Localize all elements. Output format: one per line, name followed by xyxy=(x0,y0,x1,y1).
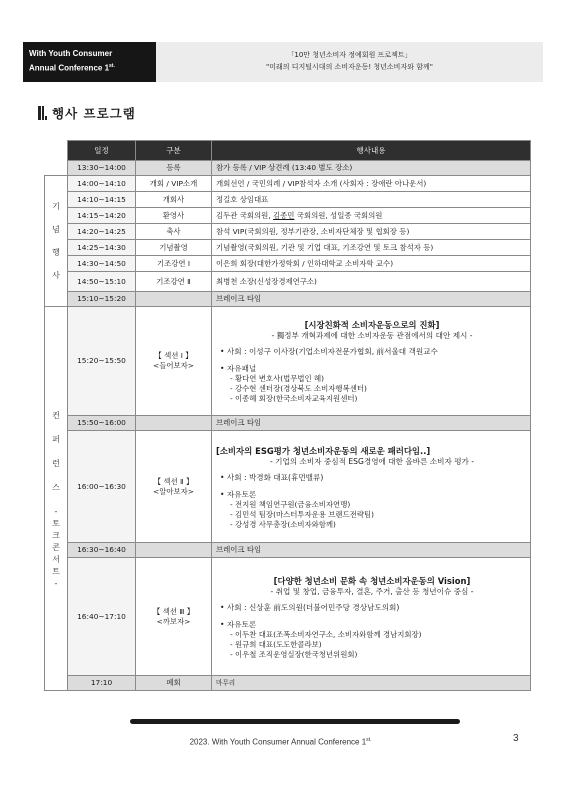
header-left-sup: st. xyxy=(109,63,115,69)
row-category: 기조강연 Ⅰ xyxy=(136,256,212,272)
row-time: 14:30~14:50 xyxy=(68,256,136,272)
table-header-row xyxy=(45,141,531,161)
table-row xyxy=(45,292,531,307)
table-row xyxy=(45,543,531,558)
session-title: [다양한 청년소비 문화 속 청년소비자운동의 Vision] xyxy=(273,575,471,586)
section-title-text: 행사 프로그램 xyxy=(52,106,136,121)
row-time: 16:30~16:40 xyxy=(68,543,136,558)
row-time: 17:10 xyxy=(68,676,136,691)
session-moderator: • 사회 : 신상훈 前도의원(더불어민주당 경상남도의회) xyxy=(220,602,400,612)
row-category: 기조강연 Ⅱ xyxy=(136,272,212,292)
header-banner xyxy=(23,42,543,82)
panel-member: - 원규희 대표(도도한콜라보) xyxy=(230,639,322,649)
row-content: 최병천 소장(신성장경제연구소) xyxy=(212,272,531,292)
section-bars-icon xyxy=(38,106,48,120)
session-moderator: • 사회 : 이성구 이사장(기업소비자전문가협회, 前서울대 객원교수 xyxy=(220,347,438,356)
panel-member: - 이우철 조직운영실장(한국청년위원회) xyxy=(230,649,358,659)
row-content: 브레이크 타임 xyxy=(212,543,531,558)
row-time: 13:30~14:00 xyxy=(68,161,136,176)
row-content: 개회선언 / 국민의례 / VIP참석자 소개 (사회자 : 장애란 아나운서) xyxy=(212,176,531,192)
session-subtitle: - 獨정부 개혁과제에 대한 소비자운동 관점에서의 대안 제시 - xyxy=(271,331,473,340)
session-panel-label: • 자유토론 xyxy=(220,619,257,629)
row-time: 14:50~15:10 xyxy=(68,272,136,292)
row-time: 14:25~14:30 xyxy=(68,240,136,256)
header-right-line2: "미래의 디지털시대의 소비자운동! 청년소비자와 함께" xyxy=(266,63,433,71)
session-title: [시장친화적 소비자운동으로의 진화] xyxy=(304,320,440,330)
row-content: 마무리 xyxy=(212,676,531,691)
row-category: 기념촬영 xyxy=(136,240,212,256)
header-category: 구분 xyxy=(136,141,212,161)
footer-sup: st. xyxy=(366,737,372,743)
row-content: 이은희 회장(대한가정학회 / 인하대학교 소비자학 교수) xyxy=(212,256,531,272)
header-left-line1: With Youth Consumer xyxy=(29,49,113,58)
table-row xyxy=(45,240,531,256)
table-row xyxy=(45,256,531,272)
panel-member: - 강수현 센터장(경상북도 소비자행복센터) xyxy=(230,384,367,393)
panel-member: - 김민석 팀장(마스터투자운용 브랜드전략팀) xyxy=(230,509,374,519)
row-category: 등록 xyxy=(136,161,212,176)
row-category: 개회사 xyxy=(136,192,212,208)
session-category: 【 섹션 Ⅱ 】 <알아보자> xyxy=(136,431,212,543)
table-row xyxy=(45,161,531,176)
table-row xyxy=(45,416,531,431)
row-content: 기념촬영(국회의원, 기관 및 기업 대표, 기조강연 및 토크 참석자 등) xyxy=(212,240,531,256)
session-panel-label: • 자유패널 xyxy=(220,364,257,373)
table-row xyxy=(45,272,531,292)
row-time: 14:10~14:15 xyxy=(68,192,136,208)
session-content xyxy=(212,558,531,676)
table-row xyxy=(45,208,531,224)
side-label-concert: 컨 퍼 런 스 - 토 크 콘 서 트 - xyxy=(45,307,68,691)
session-time: 15:20~15:50 xyxy=(68,307,136,416)
row-time: 15:50~16:00 xyxy=(68,416,136,431)
panel-member: - 황다연 변호사(법무법인 혜) xyxy=(230,374,325,383)
table-row xyxy=(45,224,531,240)
row-category xyxy=(136,543,212,558)
row-category: 개회 / VIP소개 xyxy=(136,176,212,192)
header-right-line1: 「10만 청년소비자 정예회원 프로젝트」 xyxy=(287,51,412,59)
table-row xyxy=(45,307,531,416)
panel-member: - 이두찬 대표(조폭소비자연구소, 소비자와함께 경남지회장) xyxy=(230,629,422,639)
table-row xyxy=(45,431,531,543)
session-time: 16:00~16:30 xyxy=(68,431,136,543)
panel-member: - 강성경 사무총장(소비자와함께) xyxy=(230,519,336,529)
side-label-ceremony: 기 념 행 사 xyxy=(45,176,68,307)
row-content: 정길호 상임대표 xyxy=(212,192,531,208)
header-slogan-block xyxy=(156,42,543,82)
session-panel-label: • 자유토론 xyxy=(220,489,257,499)
footer-text: 2023. With Youth Consumer Annual Conference $1^{st.}$ xyxy=(189,737,372,747)
panel-member: - 이종혜 회장(한국소비자교육지원센터) xyxy=(230,394,358,403)
row-time: 14:20~14:25 xyxy=(68,224,136,240)
row-category xyxy=(136,416,212,431)
row-category: 축사 xyxy=(136,224,212,240)
header-schedule: 일정 xyxy=(68,141,136,161)
section-title xyxy=(38,104,136,122)
row-content: 브레이크 타임 xyxy=(212,416,531,431)
footer-bar xyxy=(130,719,460,724)
row-time: 14:15~14:20 xyxy=(68,208,136,224)
table-row xyxy=(45,176,531,192)
table-row xyxy=(45,558,531,676)
session-category: 【 섹션 Ⅰ 】 <들어보자> xyxy=(136,307,212,416)
header-content: 행사내용 xyxy=(212,141,531,161)
session-content xyxy=(212,431,531,543)
session-title: [소비자의 ESG평가 청년소비자운동의 새로운 패러다임..] xyxy=(216,445,431,456)
row-time: 14:00~14:10 xyxy=(68,176,136,192)
row-category xyxy=(136,292,212,307)
session-content xyxy=(212,307,531,416)
row-time: 15:10~15:20 xyxy=(68,292,136,307)
row-content: 브레이크 타임 xyxy=(212,292,531,307)
session-moderator: • 사회 : 박경화 대표(휴먼밸류) xyxy=(220,472,324,482)
row-content: 김두관 국회의원, 김종민 국회의원, 성일종 국회의원 xyxy=(212,208,531,224)
table-row xyxy=(45,192,531,208)
panel-member: - 전지원 책임연구원(금융소비자연맹) xyxy=(230,499,351,509)
row-content: 참석 VIP(국회의원, 정부기관장, 소비자단체장 및 협회장 등) xyxy=(212,224,531,240)
header-logo-block xyxy=(23,42,156,82)
row-category: 폐회 xyxy=(136,676,212,691)
session-category: 【 섹션 Ⅲ 】 <까보자> xyxy=(136,558,212,676)
row-content: 참가 등록 / VIP 상견례 (13:40 별도 장소) xyxy=(212,161,531,176)
page-number: 3 xyxy=(513,733,519,744)
session-subtitle: - 기업의 소비자 중심적 ESG경영에 대한 올바른 소비자 평가 - xyxy=(269,456,475,466)
header-left-line2: Annual Conference $1^{st.}$ xyxy=(29,63,115,73)
row-category: 환영사 xyxy=(136,208,212,224)
session-subtitle: - 취업 및 창업, 금융투자, 결혼, 주거, 출산 등 청년이슈 중심 - xyxy=(270,586,474,596)
table-row xyxy=(45,676,531,691)
program-table xyxy=(44,140,531,691)
session-time: 16:40~17:10 xyxy=(68,558,136,676)
